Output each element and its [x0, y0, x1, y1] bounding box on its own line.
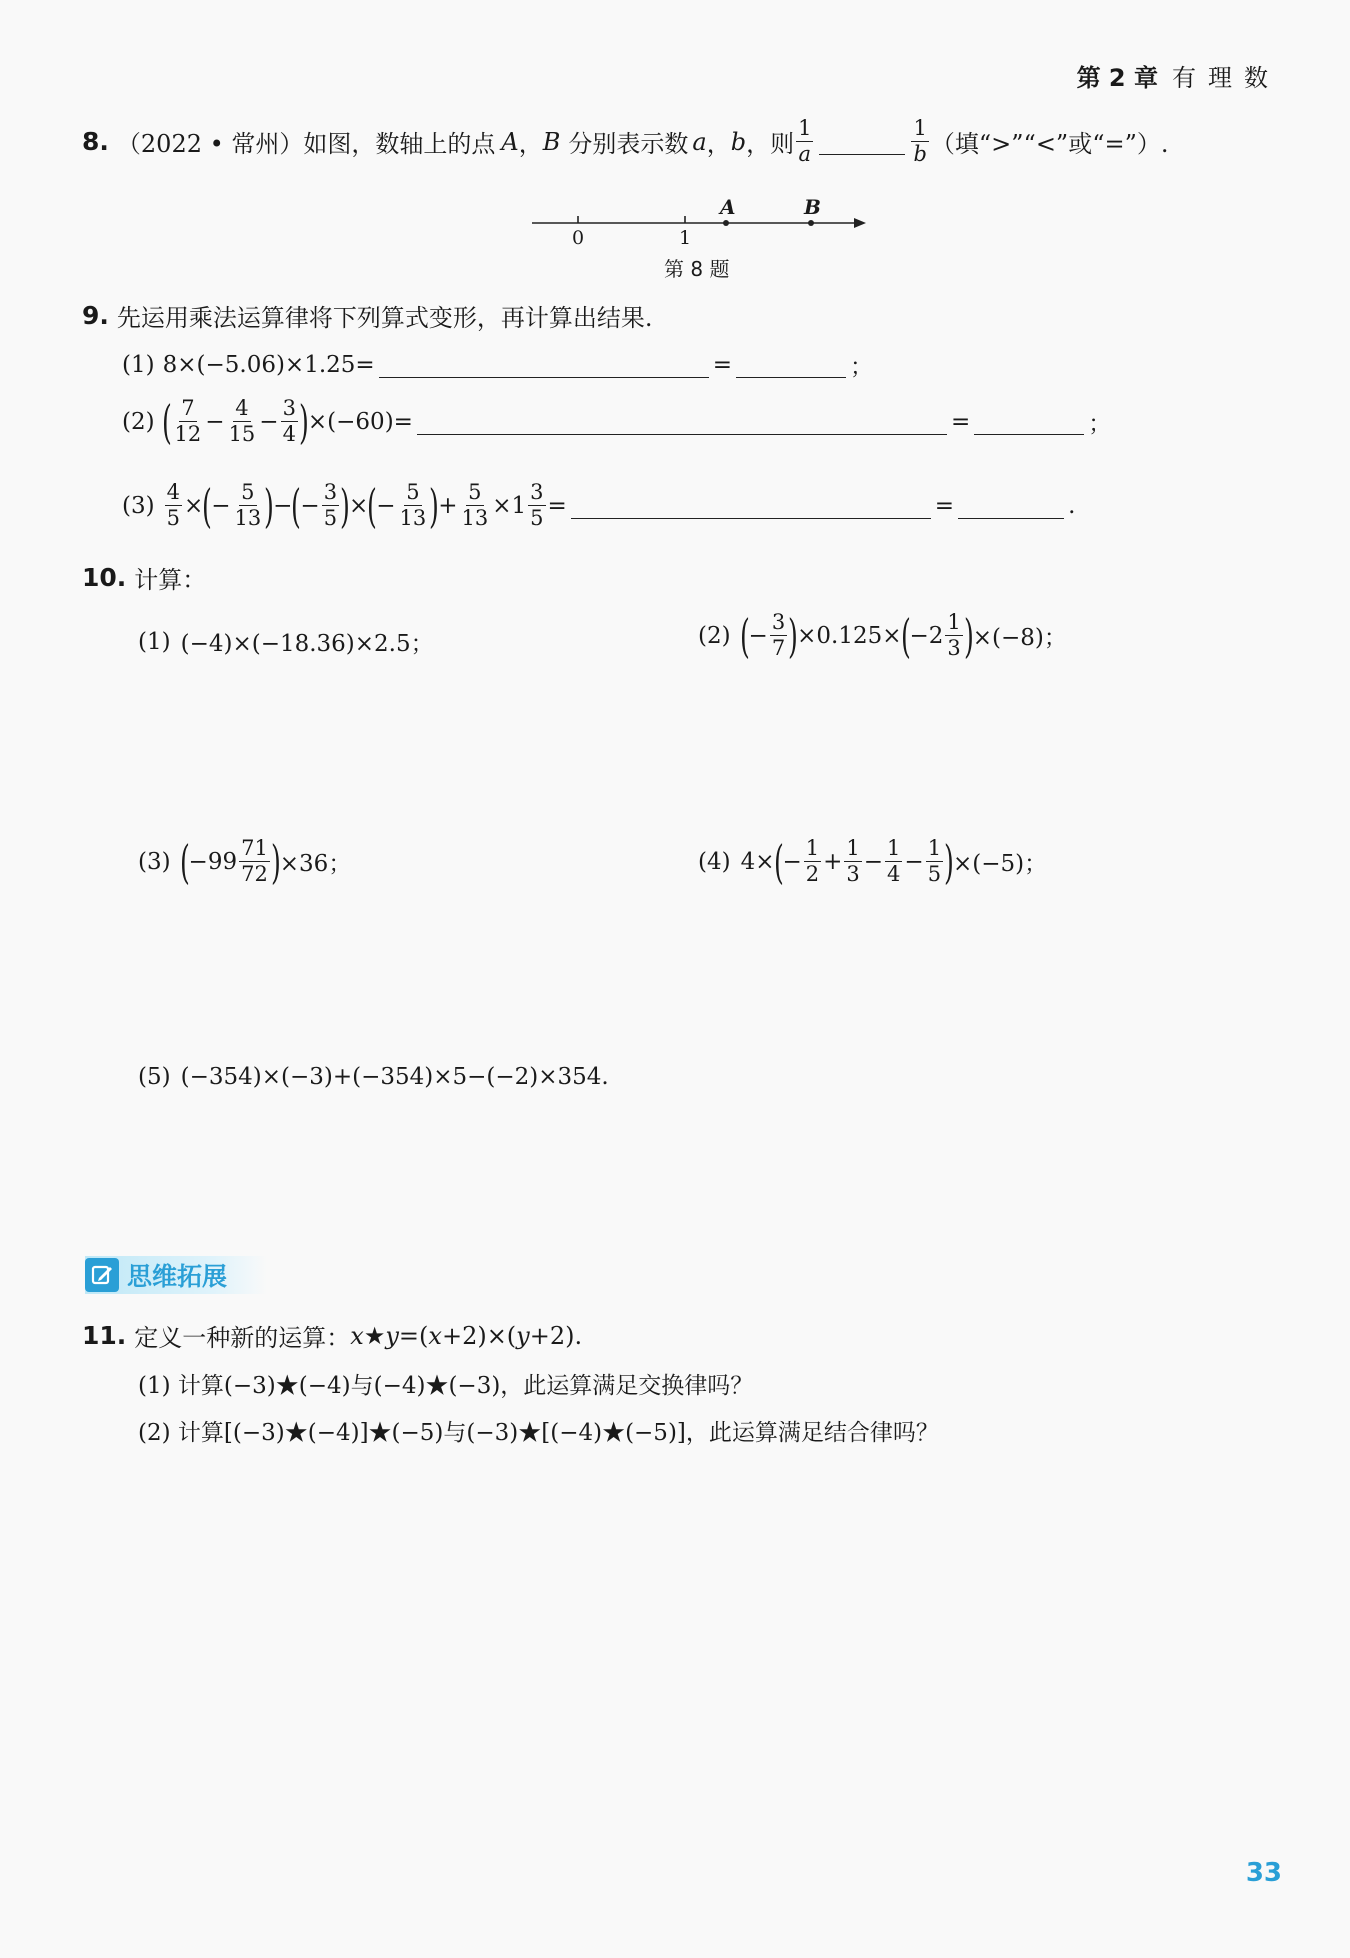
- period: .: [1068, 492, 1076, 519]
- point-b-marker-label: B: [804, 195, 821, 219]
- right-paren: ): [963, 608, 974, 663]
- fraction: $\frac{4}{5}$: [166, 480, 180, 530]
- chapter-label: 第 2 章: [1076, 64, 1158, 92]
- point-a-label: A: [501, 127, 519, 156]
- left-paren: (: [367, 478, 378, 533]
- tick-label-0: 0: [572, 227, 585, 249]
- q11-part-1: (1) 计算(−3)★(−4)与(−4)★(−3)，此运算满足交换律吗？: [138, 1373, 754, 1399]
- point-a-marker-label: A: [720, 195, 736, 219]
- equals-sign: =: [712, 351, 732, 378]
- question-text: （填“>”“<”或“=”）.: [930, 130, 1169, 158]
- q10-part-1: [138, 625, 434, 658]
- fraction: $\frac{5}{13}$: [399, 480, 427, 530]
- operator: ×: [349, 492, 369, 519]
- right-paren: ): [944, 834, 954, 889]
- expression: +2)×(: [441, 1321, 517, 1350]
- var-y: y: [516, 1321, 530, 1350]
- fraction: $\frac{3}{4}$: [282, 396, 296, 446]
- fraction: $\frac{3}{7}$: [771, 610, 786, 660]
- right-paren: ): [429, 478, 440, 533]
- operator: +: [823, 848, 843, 875]
- left-paren: (: [291, 478, 302, 533]
- answer-blank[interactable]: [736, 351, 846, 378]
- expression: (−4)×(−18.36)×2.5；: [180, 631, 434, 657]
- part-label: (3): [138, 848, 171, 875]
- answer-blank[interactable]: [379, 351, 709, 378]
- operator: −: [259, 408, 279, 435]
- answer-blank[interactable]: [571, 492, 931, 519]
- right-paren: ): [270, 834, 281, 889]
- operator: −: [863, 848, 884, 875]
- fraction: $\frac{1}{5}$: [927, 836, 942, 886]
- question-9: [82, 298, 653, 333]
- tick-label-1: 1: [679, 227, 692, 249]
- var-b: b: [730, 127, 747, 156]
- number-line-figure: [530, 195, 870, 285]
- question-number: 8.: [82, 127, 109, 156]
- fraction: $\frac{71}{72}$: [241, 836, 268, 886]
- question-text: ，则: [746, 130, 795, 158]
- left-paren: (: [773, 834, 784, 889]
- section-badge: [85, 1256, 267, 1294]
- mixed-whole: −99: [188, 848, 238, 875]
- var-a: a: [692, 127, 707, 156]
- left-paren: (: [202, 478, 213, 533]
- var-x: x: [350, 1321, 364, 1350]
- left-paren: (: [900, 608, 911, 663]
- fraction: $\frac{5}{13}$: [234, 480, 262, 530]
- comma: ，: [706, 130, 731, 158]
- operator: +: [438, 492, 458, 519]
- q9-part-3: (3) $\frac{4}{5}$ × ( − $\frac{5}{13}$ ) − ( − $\frac{3}{5}$ ) × ( − $\frac{5}{13}$ ) + $\frac{5}{13}$ ×1 $\frac{3}{5}$ = = .: [122, 478, 1076, 533]
- fraction: $\frac{1}{3}$: [846, 836, 860, 886]
- q10-part-3: [138, 834, 352, 889]
- section-title: 思维拓展: [127, 1262, 228, 1291]
- right-paren: ): [340, 478, 350, 533]
- part-label: (1): [138, 628, 171, 655]
- mixed-whole: −2: [909, 622, 944, 649]
- fraction: $\frac{5}{13}$: [461, 480, 489, 530]
- page-header: [1077, 58, 1280, 93]
- part-label: (5): [138, 1064, 171, 1090]
- expression: 4×: [740, 848, 775, 875]
- expression: 8×(−5.06)×1.25=: [162, 351, 375, 378]
- fraction: $\frac{7}{12}$: [174, 396, 202, 446]
- left-paren: (: [179, 834, 190, 889]
- part-label: (2): [122, 408, 155, 435]
- right-paren: ): [788, 608, 799, 663]
- left-paren: (: [739, 608, 750, 663]
- chapter-title: 有理数: [1172, 64, 1280, 92]
- expression: ×(−60)=: [307, 408, 413, 435]
- q10-part-4: (4) 4× ( − $\frac{1}{2}$ + $\frac{1}{3}$ − $\frac{1}{4}$ − $\frac{1}{5}$ ) ×(−5)；: [698, 834, 1048, 889]
- question-text: （2022 • 常州）如图，数轴上的点: [116, 130, 496, 158]
- fraction: $\frac{1}{2}$: [805, 836, 820, 886]
- left-paren: (: [161, 394, 172, 449]
- question-number: 9.: [82, 301, 109, 330]
- fraction: $\frac{1}{3}$: [947, 610, 961, 660]
- question-11: [82, 1318, 582, 1353]
- fraction-1-over-b: $\frac{1}{b}$: [913, 116, 927, 166]
- var-y: y: [385, 1321, 399, 1350]
- q11-part-2: (2) 计算[(−3)★(−4)]★(−5)与(−3)★[(−4)★(−5)]，此运算满足结合律吗？: [138, 1420, 939, 1446]
- operator: ×1: [492, 492, 527, 519]
- right-paren: ): [264, 478, 275, 533]
- question-text: 分别表示数: [568, 130, 689, 158]
- question-number: 10.: [82, 563, 127, 592]
- expression: =(: [398, 1321, 429, 1350]
- question-10: [82, 560, 206, 595]
- answer-blank[interactable]: [819, 128, 905, 155]
- star-operator: ★: [363, 1321, 386, 1350]
- expression: (−354)×(−3)+(−354)×5−(−2)×354.: [180, 1064, 609, 1090]
- fraction-1-over-a: $\frac{1}{a}$: [798, 116, 812, 166]
- answer-blank[interactable]: [417, 408, 947, 435]
- fraction: $\frac{3}{5}$: [530, 480, 544, 530]
- expression: ×36；: [279, 851, 352, 877]
- answer-blank[interactable]: [974, 408, 1084, 435]
- operator: −: [273, 492, 293, 519]
- q10-part-2: (2) ( − $\frac{3}{7}$ ) ×0.125× ( −2 $\frac{1}{3}$ ) ×(−8)；: [698, 608, 1067, 663]
- equals-sign: =: [934, 492, 955, 519]
- point-b-label: B: [542, 127, 561, 156]
- equals-sign: =: [950, 408, 971, 435]
- var-x: x: [428, 1321, 442, 1350]
- equals-sign: =: [547, 492, 567, 519]
- fraction: $\frac{1}{4}$: [887, 836, 901, 886]
- figure-caption: 第 8 题: [664, 257, 730, 281]
- expression: +2).: [529, 1321, 583, 1350]
- semicolon: ；: [849, 354, 873, 380]
- operator: −: [205, 408, 225, 435]
- operator: ×: [183, 492, 204, 519]
- q9-part-1: [122, 348, 873, 381]
- question-text: 定义一种新的运算：: [134, 1324, 351, 1352]
- pencil-note-icon: [85, 1258, 119, 1292]
- expression: ×(−8)；: [972, 625, 1067, 651]
- semicolon: ；: [1088, 411, 1112, 437]
- right-paren: ): [298, 394, 309, 449]
- q9-part-2: [122, 394, 1112, 449]
- comma: ，: [518, 130, 543, 158]
- part-label: (2): [698, 622, 731, 649]
- part-label: (1): [122, 351, 155, 378]
- part-label: (4): [698, 848, 731, 875]
- expression: ×0.125×: [797, 622, 902, 649]
- fraction: $\frac{3}{5}$: [323, 480, 338, 530]
- q10-part-5: [138, 1064, 609, 1090]
- fraction: $\frac{4}{15}$: [228, 396, 256, 446]
- page-number: 33: [1245, 1858, 1282, 1888]
- answer-blank[interactable]: [958, 492, 1064, 519]
- expression: ×(−5)；: [953, 851, 1048, 877]
- question-8: [82, 118, 1168, 165]
- question-number: 11.: [82, 1321, 127, 1350]
- operator: −: [904, 848, 924, 875]
- part-label: (3): [122, 492, 155, 519]
- question-text: 先运用乘法运算律将下列算式变形，再计算出结果.: [116, 304, 653, 332]
- question-text: 计算：: [134, 566, 207, 594]
